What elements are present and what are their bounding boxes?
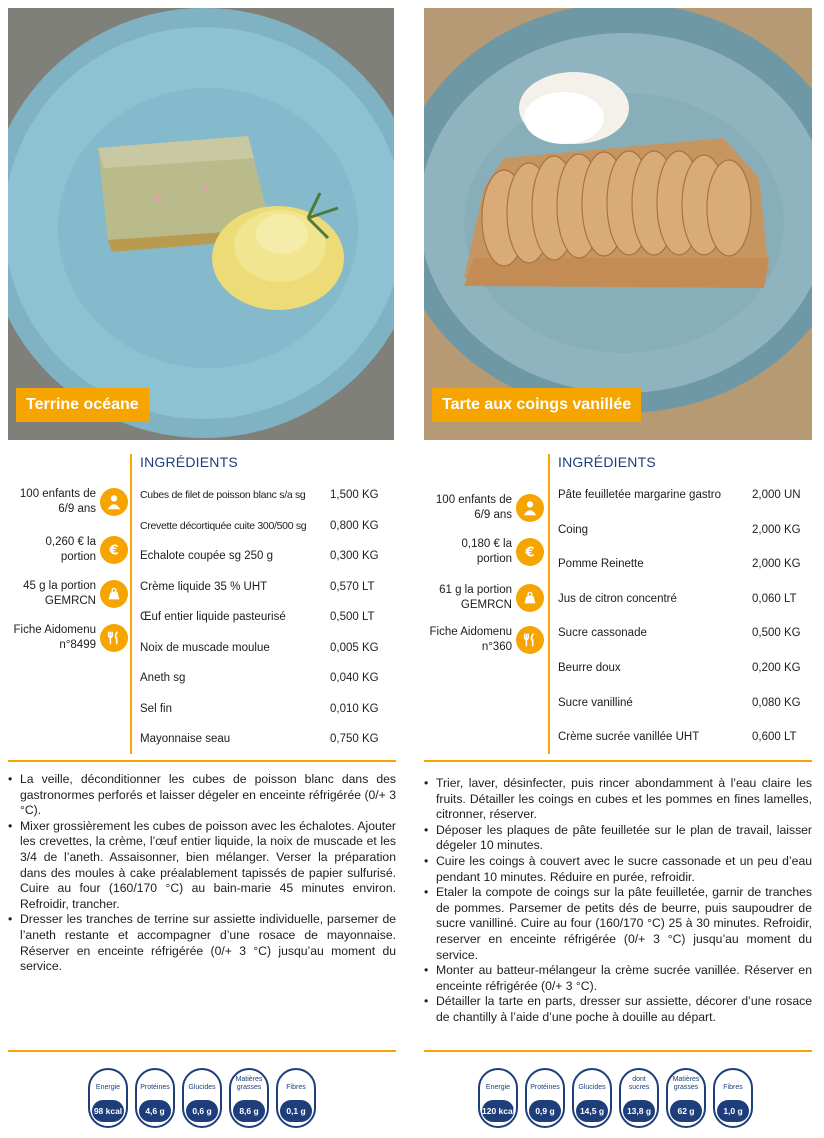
scale-icon (100, 580, 128, 608)
ingredients-heading: INGRÉDIENTS (558, 454, 656, 470)
stat-fiche (8, 618, 128, 658)
stat-text: 61 g la portion GEMRCN (439, 584, 512, 611)
ingredient-qty: 0,300 KG (330, 550, 379, 562)
ingredient-name: Œuf entier liquide pasteurisé (140, 611, 286, 623)
ingredient-qty: 0,080 KG (752, 696, 801, 709)
ingredients-block (8, 450, 400, 762)
nutrition-value: 0,6 g (186, 1100, 218, 1122)
ingredient-qty: 0,200 KG (752, 661, 801, 674)
step-item: • La veille, déconditionner les cubes de poisson blanc dans des gastronormes perforés et laisser dégeler en enceinte réfrigérée (0/+ 3 °C). (8, 772, 396, 819)
ingredient-name: Sucre cassonade (558, 627, 647, 640)
divider (424, 1050, 812, 1052)
divider (8, 1050, 396, 1052)
nutrition-value: 13,8 g (623, 1100, 655, 1122)
recipe-tarte (424, 0, 816, 1138)
stat-portion (8, 574, 128, 614)
ingredient-row (558, 547, 814, 582)
divider (130, 454, 132, 754)
stat-servings (8, 482, 128, 522)
nutrition-label: Energie (95, 1084, 121, 1091)
nutrition-badge (135, 1068, 175, 1128)
ingredient-qty: 2,000 UN (752, 489, 801, 501)
ingredient-row (140, 480, 396, 511)
stat-portion (424, 578, 544, 618)
ingredient-name: Crème sucrée vanillée UHT (558, 731, 700, 744)
ingredient-row (140, 602, 396, 633)
nutrition-badge (229, 1068, 269, 1128)
ingredient-row (558, 616, 814, 651)
nutrition-badge (572, 1068, 612, 1128)
tarte-photo (424, 8, 812, 440)
nutrition-value: 14,5 g (576, 1100, 608, 1122)
stat-text: Fiche Aidomenu n°8499 (13, 624, 96, 651)
step-item: • Mixer grossièrement les cubes de poisson avec les échalotes. Ajouter les crevettes, la crème, l’œuf entier liquide, la noix de muscade et les 3/4 de l’aneth. Assaisonner, bien mélanger. Verser la préparation dans des moules à cake préalablement tapissés de papier sulfurisé. Cuire au four (160/170 °C) au bain-marie 45 minutes environ. Refroidir, trancher. (8, 819, 396, 913)
nutrition-label: Glucides (188, 1084, 216, 1091)
svg-text:€: € (109, 542, 119, 559)
stat-price (424, 532, 544, 572)
preparation-steps (8, 772, 396, 975)
nutrition-badge (182, 1068, 222, 1128)
ingredients-block (424, 450, 816, 762)
divider (548, 454, 550, 754)
stat-fiche (424, 620, 544, 660)
nutrition-value: 4,6 g (139, 1100, 171, 1122)
ingredient-row (140, 724, 396, 755)
stat-servings (424, 488, 544, 528)
ingredient-name: Aneth sg (140, 672, 186, 684)
ingredient-name: Cubes de filet de poisson blanc s/a sg (140, 489, 306, 501)
ingredient-row (140, 633, 396, 664)
ingredient-name: Noix de muscade moulue (140, 641, 270, 654)
nutrition-badge (478, 1068, 518, 1128)
ingredient-qty: 1,500 KG (330, 489, 379, 501)
recipe-title: Tarte aux coings vanillée (432, 388, 641, 422)
ingredient-name: Crevette décortiquée cuite 300/500 sg (140, 519, 307, 532)
step-item: • Trier, laver, désinfecter, puis rincer abondamment à l’eau claire les fruits. Détailler les coings en cubes et les pommes en fines lamelles, citronner, réserver. (424, 776, 812, 823)
step-item: • Cuire les coings à couvert avec le sucre cassonade et un peu d’eau pendant 10 minutes. Réduire en purée, refroidir. (424, 854, 812, 885)
ingredient-name: Mayonnaise seau (140, 733, 231, 745)
ingredient-row (140, 572, 396, 603)
ingredient-qty: 0,040 KG (330, 672, 379, 684)
ingredient-qty: 0,600 LT (752, 731, 797, 744)
stat-text: 0,260 € la portion (45, 536, 96, 563)
terrine-photo (8, 8, 394, 440)
ingredient-qty: 2,000 KG (752, 523, 801, 536)
nutrition-value: 0,9 g (529, 1100, 561, 1122)
stat-price (8, 530, 128, 570)
step-item: • Détailler la tarte en parts, dresser sur assiette, décorer d’une rosace de chantilly à l’aide d’une poche à douille au départ. (424, 994, 812, 1025)
ingredient-name: Coing (558, 523, 589, 536)
ingredient-qty: 0,010 KG (330, 702, 379, 715)
ingredient-row (558, 686, 814, 721)
ingredient-name: Crème liquide 35 % UHT (140, 580, 268, 593)
child-icon (516, 494, 544, 522)
nutrition-value: 1,0 g (717, 1100, 749, 1122)
nutrition-panel (88, 1068, 316, 1128)
scale-icon (516, 584, 544, 612)
cutlery-icon (100, 624, 128, 652)
nutrition-label: Protéines (140, 1084, 170, 1091)
ingredient-name: Sucre vanilliné (558, 696, 633, 709)
divider (8, 760, 396, 762)
cutlery-icon (516, 626, 544, 654)
ingredient-name: Echalote coupée sg 250 g (140, 550, 273, 562)
stat-text: 100 enfants de 6/9 ans (435, 494, 512, 521)
ingredient-row (140, 663, 396, 694)
step-item: • Monter au batteur-mélangeur la crème sucrée vanillée. Réserver en enceinte réfrigérée (0/+ 3 °C). (424, 963, 812, 994)
ingredient-name: Jus de citron concentré (558, 592, 677, 605)
nutrition-label: Glucides (578, 1084, 606, 1091)
stat-text: 0,180 € la portion (461, 538, 512, 565)
ingredients-table (558, 478, 814, 755)
nutrition-label: Matières grasses (672, 1076, 700, 1091)
nutrition-value: 120 kcal (482, 1100, 514, 1122)
nutrition-label: dont sucres (628, 1076, 650, 1091)
ingredient-row (558, 513, 814, 548)
ingredient-qty: 0,500 KG (752, 627, 801, 640)
nutrition-label: Matières grasses (235, 1076, 263, 1091)
ingredient-qty: 2,000 KG (752, 558, 801, 571)
ingredient-qty: 0,005 KG (330, 641, 379, 654)
recipe-title: Terrine océane (16, 388, 149, 422)
nutrition-panel (478, 1068, 753, 1128)
nutrition-value: 62 g (670, 1100, 702, 1122)
ingredient-name: Pâte feuilletée margarine gastro (558, 489, 722, 501)
child-icon (100, 488, 128, 516)
ingredient-qty: 0,500 LT (330, 611, 375, 623)
nutrition-label: Protéines (530, 1084, 560, 1091)
ingredient-row (558, 478, 814, 513)
ingredient-row (140, 694, 396, 725)
nutrition-value: 98 kcal (92, 1100, 124, 1122)
ingredient-row (558, 582, 814, 617)
nutrition-value: 0,1 g (280, 1100, 312, 1122)
ingredient-qty: 0,800 KG (330, 519, 379, 532)
step-item: • Dresser les tranches de terrine sur assiette individuelle, parsemer de l’aneth restante et accompagner d’une rosace de mayonnaise. Réserver en enceinte réfrigérée (0/+ 3 °C) jusqu’au moment du service. (8, 912, 396, 974)
ingredient-name: Beurre doux (558, 661, 621, 674)
preparation-steps (424, 776, 812, 1026)
step-item: • Déposer les plaques de pâte feuilletée sur le plan de travail, laisser dégeler 10 minutes. (424, 823, 812, 854)
nutrition-badge (713, 1068, 753, 1128)
ingredient-qty: 0,750 KG (330, 733, 379, 745)
ingredient-qty: 0,570 LT (330, 580, 375, 593)
svg-text:€: € (525, 544, 535, 561)
nutrition-badge (619, 1068, 659, 1128)
ingredient-row (558, 651, 814, 686)
recipe-terrine (8, 0, 400, 1138)
nutrition-badge (666, 1068, 706, 1128)
nutrition-badge (276, 1068, 316, 1128)
divider (424, 760, 812, 762)
nutrition-value: 8,6 g (233, 1100, 265, 1122)
nutrition-badge (88, 1068, 128, 1128)
nutrition-label: Fibres (723, 1084, 743, 1091)
ingredient-row (140, 541, 396, 572)
ingredients-heading: INGRÉDIENTS (140, 454, 238, 470)
ingredients-table (140, 480, 396, 755)
stat-text: 100 enfants de 6/9 ans (19, 488, 96, 515)
ingredient-qty: 0,060 LT (752, 592, 797, 605)
nutrition-label: Fibres (286, 1084, 306, 1091)
step-item: • Etaler la compote de coings sur la pâte feuilletée, garnir de tranches de pommes. Parsemer de petits dés de beurre, puis saupoudrer de sucre vanilliné. Cuire au four (160/170 °C) 25 à 30 minutes. Refroidir, reserver en enceinte réfrigérée (0/+ 3 °C) jusqu’au moment du service. (424, 885, 812, 963)
stat-text: 45 g la portion GEMRCN (23, 580, 96, 607)
euro-icon (516, 538, 544, 566)
ingredient-name: Sel fin (140, 702, 172, 715)
euro-icon (100, 536, 128, 564)
ingredient-row (558, 720, 814, 755)
stat-text: Fiche Aidomenu n°360 (429, 626, 512, 653)
ingredient-row (140, 511, 396, 542)
nutrition-badge (525, 1068, 565, 1128)
ingredient-name: Pomme Reinette (558, 558, 644, 571)
nutrition-label: Energie (485, 1084, 511, 1091)
